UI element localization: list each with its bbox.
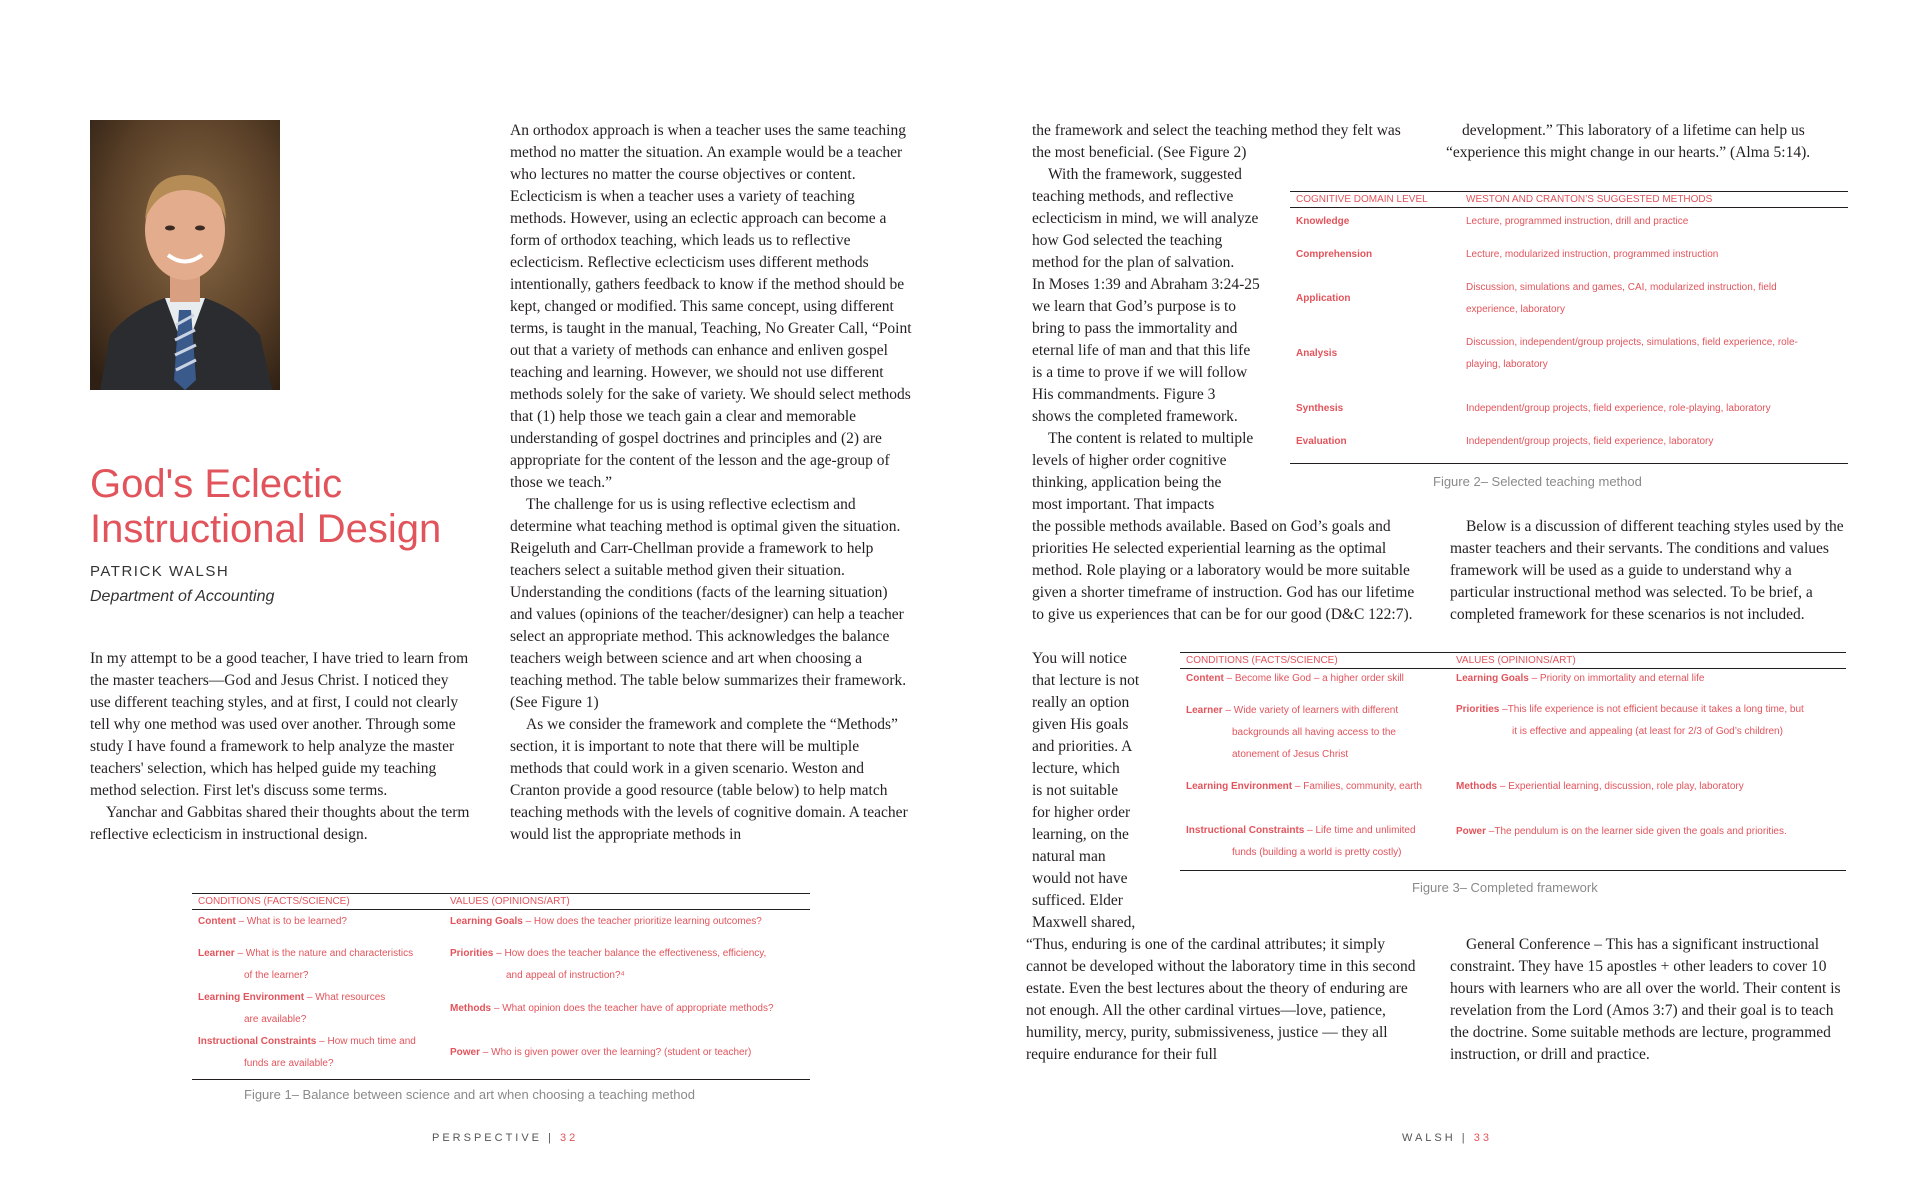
col2-paragraph: As we consider the framework and complete the “Methods” section, it is important to note that there will be multiple methods that could work in a given scenario. Weston and Cranton provide a good resource (table below) to help match teaching methods with the levels of cognitive domain. A teacher would list the appropriate methods in <box>510 716 908 843</box>
cell-text: – What is to be learned? <box>235 916 347 927</box>
cell-text: – What opinion does the teacher have of appropriate methods? <box>491 1003 774 1014</box>
cell-label: Instructional Constraints <box>1186 825 1305 836</box>
figure-3-methods-row <box>1456 776 1744 798</box>
col4-mid-paragraph: Below is a discussion of different teaching styles used by the master teachers and their servants. The conditions and values framework will be used as a guide to understand why a particular instructional method was selected. To be brief, a completed framework for these scenarios is not included. <box>1450 518 1844 623</box>
cell-label: Methods <box>1456 781 1498 792</box>
column-4-middle <box>1450 516 1852 626</box>
figure-1-header-conditions: CONDITIONS (FACTS/SCIENCE) <box>198 896 350 907</box>
cell-text: funds are available? <box>244 1058 334 1069</box>
figure-1-table <box>192 893 810 1081</box>
figure-1-power-row <box>450 1042 751 1064</box>
cell-label: Learner <box>1186 705 1223 716</box>
col2-paragraph: The challenge for us is using reflective eclectism and determine what teaching method is optimal given the situation. Reigeluth and Carr-Chellman provide a framework to help teachers select a suitable method given their situation. Understanding the conditions (facts of the learning situation) and values (opinions of the teacher/designer) can help a teacher select an appropriate method. This acknowledges the balance teachers weigh between science and art when choosing a teaching method. The table below summarizes their framework.(See Figure 1) <box>510 496 907 711</box>
figure-2-table <box>1290 191 1848 465</box>
figure-2-header-level: COGNITIVE DOMAIN LEVEL <box>1296 194 1428 205</box>
title-line-1: God's Eclectic <box>90 462 343 506</box>
text-line: is not suitable <box>1032 782 1119 799</box>
cell-label: Learning Goals <box>1456 673 1529 684</box>
cell-label: Priorities <box>450 948 494 959</box>
cell-label: Content <box>198 916 236 927</box>
cell-label: Content <box>1186 673 1224 684</box>
figure-3-header <box>1180 652 1846 669</box>
cell-text: it is effective and appealing (at least for 2/3 of God’s children) <box>1512 726 1783 737</box>
column-4-top <box>1446 120 1846 164</box>
figure-1-header-values: VALUES (OPINIONS/ART) <box>450 896 570 907</box>
vnarrow-lines <box>1032 648 1172 934</box>
cell-text: – How does the teacher balance the effectiveness, efficiency, <box>493 948 767 959</box>
page-number: 33 <box>1473 1132 1492 1144</box>
column-4-bottom <box>1450 934 1852 1066</box>
figure-2-bottom-rule <box>1290 463 1848 464</box>
cell-label: Priorities <box>1456 704 1500 715</box>
text-line: shows the completed framework. <box>1032 408 1238 425</box>
figure-1-learner-row <box>198 943 413 987</box>
narrow-lines <box>1032 164 1262 516</box>
figure-1-constraints-row <box>198 1031 416 1075</box>
figure-1-content-row <box>198 911 347 933</box>
figure-2-methods: Independent/group projects, field experience, laboratory <box>1466 436 1714 447</box>
text-line: and priorities. A <box>1032 738 1133 755</box>
figure-1-priorities-row <box>450 943 766 987</box>
column-3-middle: the possible methods available. Based on God’s goals and priorities He selected experiential learning as the optimal method. Role playing or a laboratory would be more suitable given a shorter timeframe of instruction. God has our lifetime to give us experiences that can be for our good (D&C 122:7). <box>1032 518 1415 623</box>
column-1 <box>90 648 472 846</box>
author-department: Department of Accounting <box>90 588 275 605</box>
folio-label: WALSH <box>1402 1132 1456 1144</box>
text-line: method for the plan of salvation. <box>1032 254 1235 271</box>
left-folio <box>432 1132 578 1144</box>
text-line: With the framework, suggested <box>1048 166 1242 183</box>
cell-label: Methods <box>450 1003 492 1014</box>
figure-2-methods <box>1466 277 1777 321</box>
cell-text: – How much time and <box>316 1036 416 1047</box>
text-line: The content is related to multiple <box>1048 430 1254 447</box>
cell-label: Power <box>450 1047 481 1058</box>
figure-2-methods: Independent/group projects, field experience, role-playing, laboratory <box>1466 403 1771 414</box>
figure-3-caption: Figure 3– Completed framework <box>1412 880 1598 895</box>
methods-line: playing, laboratory <box>1466 359 1548 370</box>
level-label: Synthesis <box>1296 403 1344 414</box>
column-3-top: the framework and select the teaching method they felt was the most beneficial. (See Figure 2) <box>1032 122 1401 161</box>
cell-text: – Priority on immortality and eternal life <box>1528 673 1705 684</box>
figure-2-methods <box>1466 332 1798 376</box>
text-line: would not have <box>1032 870 1128 887</box>
column-3-narrow <box>1032 164 1262 516</box>
text-line: In Moses 1:39 and Abraham 3:24-25 <box>1032 276 1260 293</box>
text-line: really an option <box>1032 694 1130 711</box>
figure-2-level <box>1296 211 1349 233</box>
cell-text: – How does the teacher prioritize learning outcomes? <box>522 916 762 927</box>
column-3-bottom: “Thus, enduring is one of the cardinal attributes; it simply cannot be developed without the laboratory time in this second estate. Even the best lectures about the theory of enduring are not enough. All the other cardinal virtues—love, patience, humility, mercy, purity, submissiveness, justice — they all require endurance for their full <box>1026 936 1416 1063</box>
cell-label: Instructional Constraints <box>198 1036 317 1047</box>
figure-1-goals-row <box>450 911 762 933</box>
figure-3-header-values: VALUES (OPINIONS/ART) <box>1456 655 1576 666</box>
figure-2-level <box>1296 244 1372 266</box>
folio-separator: | <box>1461 1132 1468 1144</box>
title-line-2: Instructional Design <box>90 507 442 551</box>
col4-top-paragraph: development.” This laboratory of a lifetime can help us “experience this might change in our hearts.” (Alma 5:14). <box>1446 122 1811 161</box>
text-line: how God selected the teaching <box>1032 232 1223 249</box>
cell-text: – Life time and unlimited <box>1304 825 1416 836</box>
cell-text: of the learner? <box>244 970 309 981</box>
text-line: eclecticism in mind, we will analyze <box>1032 210 1259 227</box>
figure-1-caption: Figure 1– Balance between science and art when choosing a teaching method <box>244 1087 695 1102</box>
figure-3-header-conditions: CONDITIONS (FACTS/SCIENCE) <box>1186 655 1338 666</box>
cell-text: – Wide variety of learners with different <box>1222 705 1399 716</box>
figure-3-constraints-row <box>1186 820 1416 864</box>
cell-label: Learning Environment <box>1186 781 1293 792</box>
level-label: Analysis <box>1296 348 1338 359</box>
figure-3-content-row <box>1186 668 1404 690</box>
text-line: learning, on the <box>1032 826 1129 843</box>
author-photo <box>90 120 280 390</box>
text-line: bring to pass the immortality and <box>1032 320 1238 337</box>
text-line: eternal life of man and that this life <box>1032 342 1251 359</box>
cell-text: and appeal of instruction?⁴ <box>506 970 625 981</box>
figure-1-methods-row <box>450 998 774 1020</box>
text-line: most important. That impacts <box>1032 496 1215 513</box>
text-line: levels of higher order cognitive <box>1032 452 1227 469</box>
text-line: for higher order <box>1032 804 1131 821</box>
text-line: natural man <box>1032 848 1106 865</box>
figure-2-header-methods: WESTON AND CRANTON’S SUGGESTED METHODS <box>1466 194 1713 205</box>
text-line: we learn that God’s purpose is to <box>1032 298 1237 315</box>
figure-1-environment-row <box>198 987 385 1031</box>
text-line: teaching methods, and reflective <box>1032 188 1234 205</box>
cell-text: –The pendulum is on the learner side given the goals and priorities. <box>1486 826 1787 837</box>
figure-2-level <box>1296 431 1347 453</box>
figure-3-bottom-rule <box>1180 870 1846 871</box>
text-line: given His goals <box>1032 716 1129 733</box>
cell-label: Power <box>1456 826 1487 837</box>
cell-text: backgrounds all having access to the <box>1232 727 1396 738</box>
author-name: PATRICK WALSH <box>90 563 230 580</box>
cell-text: – What resources <box>304 992 386 1003</box>
methods-line: Discussion, independent/group projects, simulations, field experience, role- <box>1466 337 1798 348</box>
text-line: that lecture is not <box>1032 672 1140 689</box>
text-line: His commandments. Figure 3 <box>1032 386 1216 403</box>
cell-text: – What is the nature and characteristics <box>234 948 414 959</box>
figure-3-environment-row <box>1186 776 1422 798</box>
cell-text: – Become like God – a higher order skill <box>1223 673 1404 684</box>
column-2 <box>510 120 912 846</box>
figure-3-priorities-row <box>1456 699 1804 743</box>
col1-paragraph: In my attempt to be a good teacher, I have tried to learn from the master teachers—God and Jesus Christ. I noticed they use different teaching styles, and at first, I could not clearly tell why one method was used over another. Through some study I have found a framework to help analyze the master teachers' selection, which has helped guide my teaching method selection. First let's discuss some terms. <box>90 650 469 799</box>
col4-bottom-paragraph: General Conference – This has a significant instructional constraint. They have 15 apostles + other leaders to cover 10 hours with learners who are all over the world. Their content is revelation from the Lord (Amos 3:7) and their goal is to teach the doctrine. Some suitable methods are lecture, programmed instruction, or drill and practice. <box>1450 936 1841 1063</box>
text-line: lecture, which <box>1032 760 1120 777</box>
right-folio <box>1402 1132 1492 1144</box>
text-line: Maxwell shared, <box>1032 914 1136 931</box>
cell-label: Learner <box>198 948 235 959</box>
level-label: Evaluation <box>1296 436 1347 447</box>
level-label: Application <box>1296 293 1351 304</box>
methods-line: Discussion, simulations and games, CAI, modularized instruction, field <box>1466 282 1777 293</box>
figure-2-header <box>1290 191 1848 208</box>
column-3-very-narrow <box>1032 648 1172 934</box>
level-label: Knowledge <box>1296 216 1350 227</box>
cell-text: – Experiential learning, discussion, role play, laboratory <box>1497 781 1744 792</box>
folio-separator: | <box>548 1132 554 1144</box>
methods-line: experience, laboratory <box>1466 304 1565 315</box>
figure-1-header <box>192 893 810 910</box>
figure-3-goals-row <box>1456 668 1704 690</box>
figure-1-bottom-rule <box>192 1079 810 1080</box>
cell-text: – Who is given power over the learning? (student or teacher) <box>480 1047 752 1058</box>
cell-label: Learning Environment <box>198 992 305 1003</box>
article-title <box>90 462 510 552</box>
figure-3-table <box>1180 652 1846 872</box>
cell-label: Learning Goals <box>450 916 523 927</box>
figure-3-learner-row <box>1186 700 1398 766</box>
folio-label: PERSPECTIVE <box>432 1132 543 1144</box>
text-line: thinking, application being the <box>1032 474 1222 491</box>
figure-2-methods: Lecture, modularized instruction, programmed instruction <box>1466 249 1719 260</box>
figure-3-power-row <box>1456 821 1787 843</box>
text-line: is a time to prove if we will follow <box>1032 364 1248 381</box>
page-number: 32 <box>560 1132 579 1144</box>
text-line: You will notice <box>1032 650 1127 667</box>
col1-paragraph: Yanchar and Gabbitas shared their thoughts about the term reflective eclecticism in instructional design. <box>90 804 470 843</box>
cell-text: –This life experience is not efficient because it takes a long time, but <box>1499 704 1804 715</box>
figure-2-caption: Figure 2– Selected teaching method <box>1433 474 1642 489</box>
level-label: Comprehension <box>1296 249 1373 260</box>
col2-paragraph: An orthodox approach is when a teacher uses the same teaching method no matter the situation. An example would be a teacher who lectures no matter the course objectives or content. Eclecticism is when a teacher uses a variety of teaching methods. However, using an eclectic approach can become a form of orthodox teaching, which leads us to reflective eclecticism. Reflective eclecticism uses different methods intentionally, gathers feedback to know if the method should be kept, changed or modified. This same concept, using different terms, is taught in the manual, Teaching, No Greater Call, “Point out that a variety of methods can enhance and enliven gospel teaching and learning. However, we should not use different methods solely for the sake of variety. We should select methods that (1) help those we teach gain a clear and memorable understanding of gospel doctrines and principles and (2) are appropriate for the content of the lesson and the age-group of those we teach.” <box>510 122 912 491</box>
figure-2-level <box>1296 288 1350 310</box>
cell-text: funds (building a world is pretty costly) <box>1232 847 1402 858</box>
cell-text: – Families, community, earth <box>1292 781 1422 792</box>
cell-text: are available? <box>244 1014 307 1025</box>
author-portrait-image <box>90 120 280 390</box>
figure-2-level <box>1296 398 1343 420</box>
text-line: sufficed. Elder <box>1032 892 1123 909</box>
figure-2-level <box>1296 343 1337 365</box>
cell-text: atonement of Jesus Christ <box>1232 749 1349 760</box>
figure-2-methods: Lecture, programmed instruction, drill and practice <box>1466 216 1689 227</box>
